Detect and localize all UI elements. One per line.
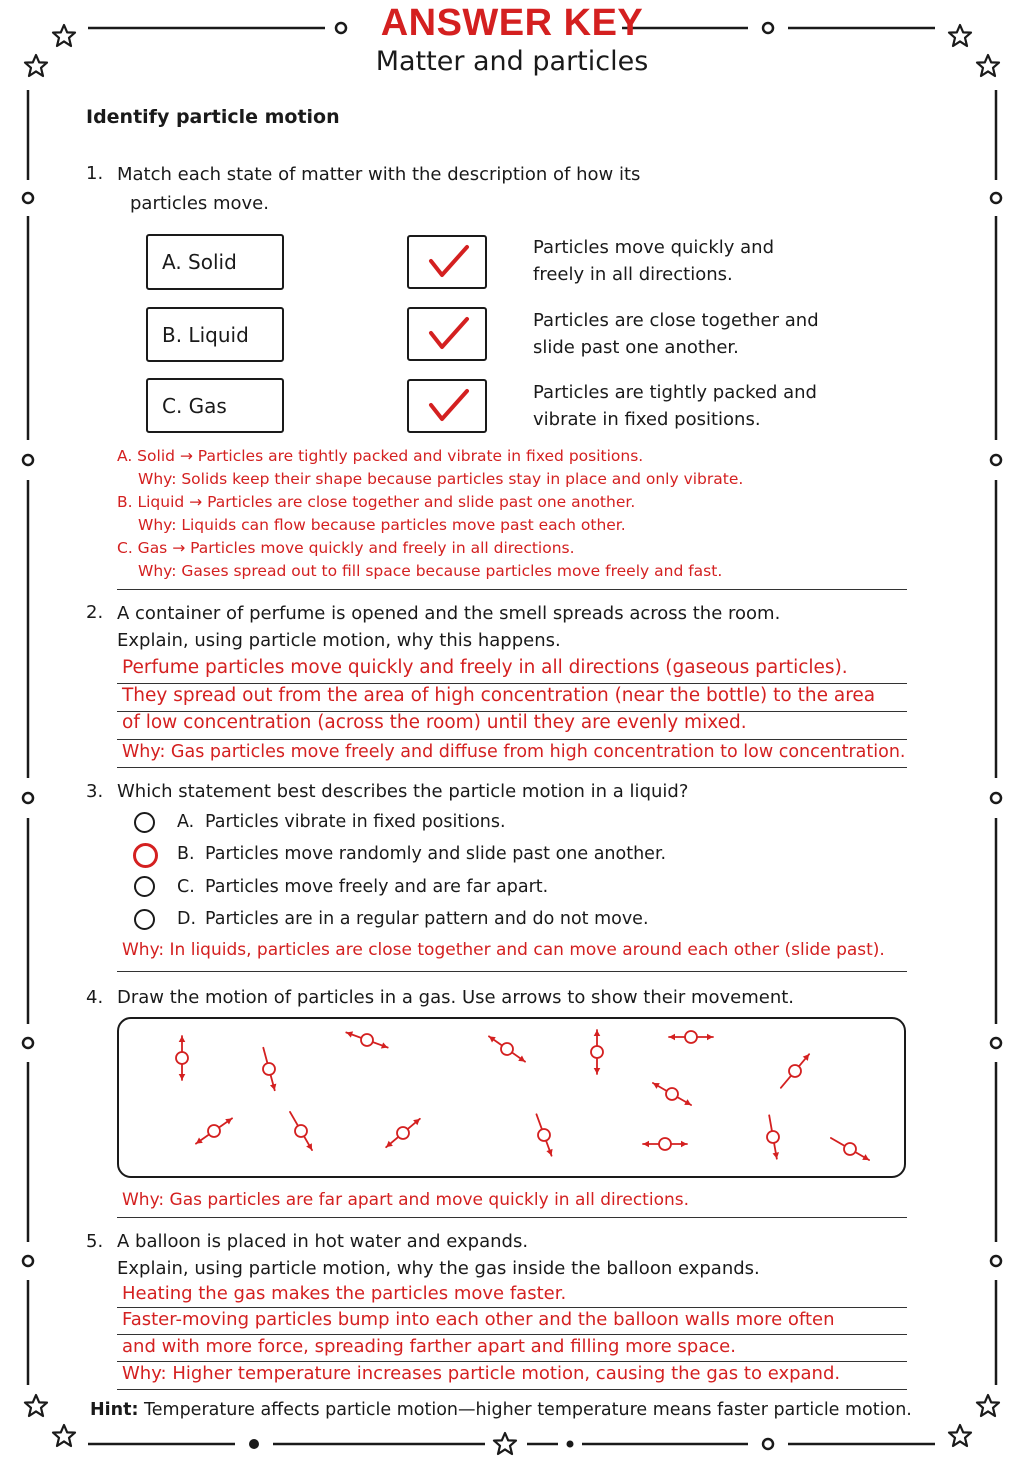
state-box-solid: A. Solid [146,234,284,290]
q2-answer-line2: They spread out from the area of high concentration (near the bottle) to the area [122,685,876,706]
checkmark-icon [409,309,485,359]
q4-why: Why: Gas particles are far apart and move quickly in all directions. [122,1190,690,1210]
description-3: Particles are tightly packed and vibrate in fixed positions. [533,382,817,430]
q2-why: Why: Gas particles move freely and diffuse from high concentration to low concentration. [122,742,906,762]
match-checkbox-3[interactable] [407,379,487,433]
description-1: Particles move quickly and freely in all directions. [533,237,774,285]
answer-key-title: ANSWER KEY [380,2,644,44]
q1-why-gas: Why: Gases spread out to fill space because particles move freely and fast. [138,562,723,580]
gas-particle [196,1118,232,1143]
drawing-box[interactable] [117,1017,906,1178]
gas-particle [536,1114,552,1155]
description-2: Particles are close together and slide past one another. [533,310,819,358]
q1-number: 1. [86,163,104,184]
hint [90,1400,912,1420]
answer-rule [117,683,907,684]
gas-particle [591,1030,603,1074]
q1-why-liquid: Why: Liquids can flow because particles move past each other. [138,516,626,534]
q5-text-line2: Explain, using particle motion, why the gas inside the balloon expands. [117,1258,760,1279]
answer-rule [117,1217,907,1218]
q2-text-line2: Explain, using particle motion, why this happens. [117,630,561,651]
answer-rule [117,1307,907,1308]
q1-answer-gas: C. Gas → Particles move quickly and freely in all directions. [117,539,575,557]
option-b-letter: B. [177,844,195,864]
q4-text: Draw the motion of particles in a gas. Use arrows to show their movement. [117,987,795,1008]
q1-why-solid: Why: Solids keep their shape because particles stay in place and only vibrate. [138,470,744,488]
gas-particle [489,1036,525,1061]
checkmark-icon [409,237,485,287]
answer-rule [117,971,907,972]
gas-particle [386,1119,420,1147]
q1-text-line1: Match each state of matter with the description of how its [117,164,641,185]
q5-answer-line3: and with more force, spreading farther apart and filling more space. [122,1336,736,1357]
q5-answer-line2: Faster-moving particles bump into each other and the balloon walls more often [122,1309,835,1330]
q5-why: Why: Higher temperature increases particle motion, causing the gas to expand. [122,1363,841,1384]
answer-rule [117,767,907,768]
gas-particle [263,1048,276,1091]
option-c-letter: C. [177,877,195,897]
answer-rule [117,1334,907,1335]
answer-rule [117,1389,907,1390]
radio-option-a[interactable] [134,812,155,833]
q1-answer-liquid: B. Liquid → Particles are close together and slide past one another. [117,493,636,511]
q4-number: 4. [86,987,104,1008]
q3-number: 3. [86,781,104,802]
q2-number: 2. [86,602,104,623]
gas-particles-drawing [119,1019,904,1176]
q1-answer-solid: A. Solid → Particles are tightly packed and vibrate in fixed positions. [117,447,644,465]
radio-option-c[interactable] [134,876,155,897]
divider [117,589,907,590]
gas-particle [669,1031,713,1043]
radio-option-d[interactable] [134,909,155,930]
gas-particle [176,1036,188,1080]
option-c-text: Particles move freely and are far apart. [205,877,549,897]
gas-particle [831,1138,869,1160]
q2-answer-line1: Perfume particles move quickly and freely in all directions (gaseous particles). [122,657,848,678]
worksheet-subtitle: Matter and particles [375,46,649,77]
option-a-text: Particles vibrate in fixed positions. [205,812,506,832]
q3-why: Why: In liquids, particles are close together and can move around each other (slide past). [122,940,885,960]
option-d-text: Particles are in a regular pattern and do not move. [205,909,649,929]
gas-particle [653,1083,691,1105]
answer-rule [117,1361,907,1362]
state-box-liquid: B. Liquid [146,307,284,362]
match-checkbox-2[interactable] [407,307,487,361]
q5-number: 5. [86,1231,104,1252]
q5-text-line1: A balloon is placed in hot water and expands. [117,1231,529,1252]
q2-text-line1: A container of perfume is opened and the smell spreads across the room. [117,603,781,624]
match-checkbox-1[interactable] [407,235,487,289]
q2-answer-line3: of low concentration (across the room) until they are evenly mixed. [122,712,747,733]
option-b-text: Particles move randomly and slide past one another. [205,844,667,864]
q5-answer-line1: Heating the gas makes the particles move faster. [122,1283,567,1304]
option-d-letter: D. [177,909,197,929]
answer-rule [117,739,907,740]
gas-particle [781,1054,809,1088]
checkmark-icon [409,381,485,431]
hint-text: Temperature affects particle motion—higher temperature means faster particle motion. [144,1400,912,1420]
section-heading: Identify particle motion [86,106,340,128]
q3-text: Which statement best describes the particle motion in a liquid? [117,781,689,802]
state-box-gas: C. Gas [146,378,284,433]
gas-particle [290,1112,312,1150]
hint-label: Hint: [90,1400,139,1420]
gas-particle [767,1115,779,1158]
gas-particle [346,1031,387,1048]
q1-text-line2: particles move. [130,193,269,214]
option-a-letter: A. [177,812,195,832]
radio-option-b-selected[interactable] [133,843,158,868]
gas-particle [643,1138,687,1150]
